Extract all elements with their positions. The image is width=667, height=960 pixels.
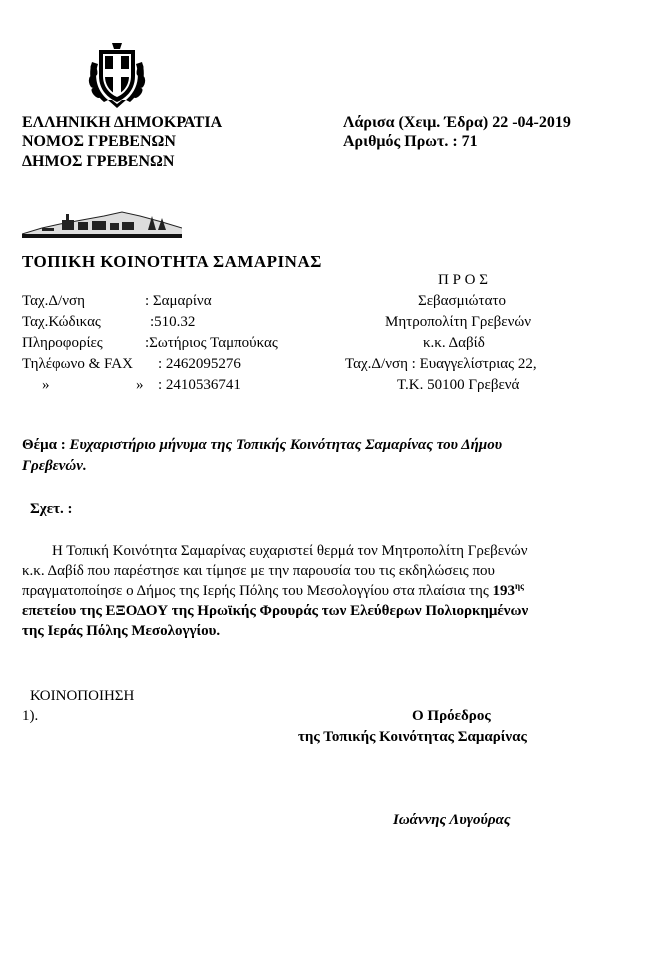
sender-ditto-mark-1: » [42, 377, 50, 393]
anniversary-ordinal-suffix: ης [515, 581, 524, 591]
document-date: Λάρισα (Χειμ. Έδρα) 22 -04-2019 [343, 114, 571, 131]
sender-value-info: :Σωτήριος Ταμπούκας [145, 335, 278, 351]
header-org-line-1: ΕΛΛΗΝΙΚΗ ΔΗΜΟΚΡΑΤΙΑ [22, 114, 223, 131]
community-title: ΤΟΠΙΚΗ ΚΟΙΝΟΤΗΤΑ ΣΑΜΑΡΙΝΑΣ [22, 252, 322, 271]
distribution-item: 1). [22, 708, 39, 724]
header-org-line-2: ΝΟΜΟΣ ΓΡΕΒΕΝΩΝ [22, 133, 176, 150]
sender-value-phone-2: : 2410536741 [158, 377, 241, 393]
body-line-2: κ.κ. Δαβίδ που παρέστησε και τίμησε με την παρουσία του τις εκδηλώσεις που [22, 563, 495, 579]
sender-label-phone: Τηλέφωνο & FAX [22, 356, 133, 372]
greek-coat-of-arms-icon [82, 40, 152, 112]
sender-value-phone: : 2462095276 [158, 356, 241, 372]
recipient-to-label: Π Ρ Ο Σ [438, 272, 488, 288]
recipient-line-4: Ταχ.Δ/νση : Ευαγγελίστριας 22, [345, 356, 537, 372]
sender-label-postcode: Ταχ.Κώδικας [22, 314, 101, 330]
recipient-line-3: κ.κ. Δαβίδ [423, 335, 485, 351]
recipient-line-1: Σεβασμιώτατο [418, 293, 506, 309]
protocol-number: Αριθμός Πρωτ. : 71 [343, 133, 478, 150]
subject-label: Θέμα : [22, 437, 66, 453]
recipient-line-2: Μητροπολίτη Γρεβενών [385, 314, 532, 330]
sender-value-postcode: :510.32 [150, 314, 196, 330]
body-line-4: επετείου της ΕΞΟΔΟΥ της Ηρωϊκής Φρουράς των Ελεύθερων Πολιορκημένων [22, 603, 529, 619]
signature-title: Ο Πρόεδρος [412, 708, 491, 724]
village-landscape-icon [22, 206, 182, 238]
sender-ditto-mark-2: » [136, 377, 144, 393]
signature-name: Ιωάννης Λυγούρας [393, 812, 511, 828]
body-line-5: της Ιεράς Πόλης Μεσολογγίου. [22, 623, 221, 639]
sender-label-info: Πληροφορίες [22, 335, 103, 351]
sender-value-address: : Σαμαρίνα [145, 293, 212, 309]
subject-text-line-1: Ευχαριστήριο μήνυμα της Τοπικής Κοινότητας Σαμαρίνας του Δήμου [65, 437, 503, 453]
subject-text-line-2: Γρεβενών. [22, 458, 87, 474]
header-org-line-3: ΔΗΜΟΣ ΓΡΕΒΕΝΩΝ [22, 153, 175, 170]
anniversary-number: 193 [492, 583, 516, 599]
reference-label: Σχετ. : [30, 501, 73, 517]
body-line-3-text: πραγματοποίησε ο Δήμος της Ιερής Πόλης του Μεσολογγίου στα πλαίσια της [22, 583, 493, 599]
signature-subtitle: της Τοπικής Κοινότητας Σαμαρίνας [298, 729, 527, 745]
recipient-line-5: Τ.Κ. 50100 Γρεβενά [397, 377, 520, 393]
distribution-label: ΚΟΙΝΟΠΟΙΗΣΗ [30, 688, 135, 704]
body-line-1: Η Τοπική Κοινότητα Σαμαρίνας ευχαριστεί θερμά τον Μητροπολίτη Γρεβενών [52, 543, 528, 559]
sender-label-address: Ταχ.Δ/νση [22, 293, 85, 309]
body-line-3 [22, 583, 524, 600]
